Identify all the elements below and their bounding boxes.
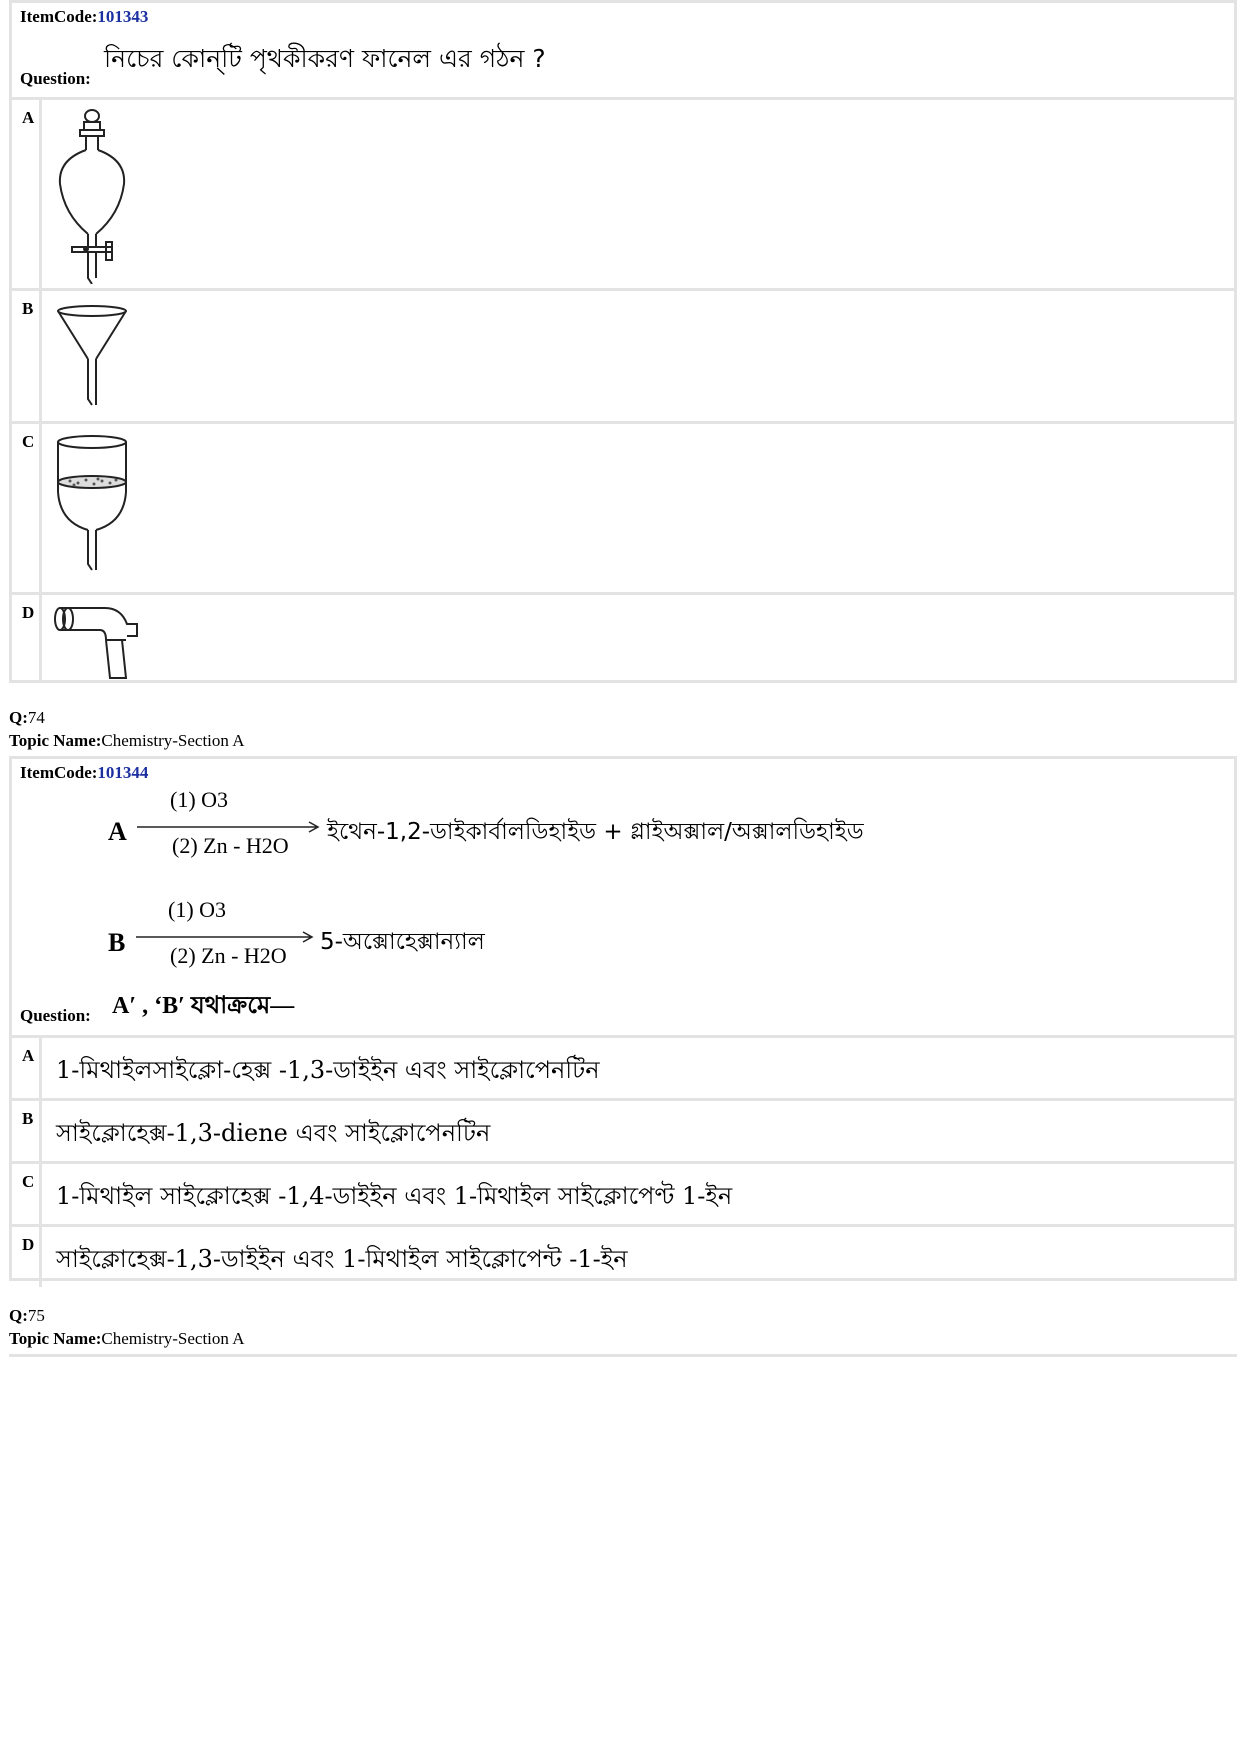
reaction-a-step1: (1) O3 (170, 787, 229, 812)
option-c[interactable] (12, 421, 1234, 592)
item-code-line (12, 3, 1234, 27)
item-code: 101344 (97, 763, 149, 782)
option-key: D (12, 595, 42, 683)
item-code: 101343 (97, 7, 149, 26)
option-text: সাইক্লোহেক্স-1,3-ডাইইন এবং 1-মিথাইল সাইক্লোপেন্ট -1-ইন (56, 1245, 628, 1273)
reaction-a-step2: (2) Zn - H2O (172, 833, 289, 858)
topic-name: Chemistry-Section A (101, 731, 245, 750)
buchner-funnel-icon (50, 432, 140, 582)
question-stem (12, 783, 1234, 1035)
question-75-meta (9, 1304, 244, 1350)
question-74-meta (9, 706, 244, 752)
option-a[interactable] (12, 97, 1234, 288)
q-number: 75 (27, 1306, 45, 1325)
divider (9, 1354, 1237, 1357)
funnel-icon (50, 301, 140, 411)
reaction-a-label: A (108, 817, 127, 846)
option-text: সাইক্লোহেক্স-1,3-diene এবং সাইক্লোপেনটিন (56, 1119, 491, 1147)
option-a[interactable] (12, 1035, 1234, 1098)
reaction-b-step1: (1) O3 (168, 897, 227, 922)
option-d[interactable] (12, 1224, 1234, 1287)
reaction-b-product: 5-অক্সোহেক্সান্যাল (320, 929, 485, 955)
item-code-label: ItemCode: (20, 7, 98, 26)
topic-label: Topic Name: (9, 1329, 102, 1348)
option-text: 1-মিথাইলসাইক্লো-হেক্স -1,3-ডাইইন এবং সাইক্লোপেনটিন (56, 1056, 600, 1084)
question-74-block (9, 756, 1237, 1281)
option-key: B (12, 291, 42, 421)
item-code-label: ItemCode: (20, 763, 98, 782)
option-b[interactable] (12, 288, 1234, 421)
adapter-icon (50, 599, 160, 684)
q-label: Q: (9, 1306, 28, 1325)
topic-name: Chemistry-Section A (101, 1329, 245, 1348)
option-b[interactable] (12, 1098, 1234, 1161)
reaction-a-arrow-icon (137, 820, 322, 834)
question-label: Question: (20, 69, 91, 88)
option-key: B (12, 1101, 42, 1161)
option-d[interactable] (12, 592, 1234, 683)
option-key: C (12, 1164, 42, 1224)
question-text: A′ , ‘B′ যথাক্রমে— (112, 993, 295, 1019)
option-figure (42, 291, 1234, 421)
q-label: Q: (9, 708, 28, 727)
option-figure (42, 595, 1234, 683)
reaction-a-product: ইথেন-1,2-ডাইকার্বালডিহাইড + গ্লাইঅক্সাল/অক্সালডিহাইড (327, 819, 864, 845)
option-key: C (12, 424, 42, 592)
option-key: D (12, 1227, 42, 1287)
option-figure (42, 424, 1234, 592)
question-73-block (9, 0, 1237, 683)
option-key: A (12, 1038, 42, 1098)
question-row (12, 27, 1234, 97)
question-label: Question: (20, 1006, 91, 1025)
option-text: 1-মিথাইল সাইক্লোহেক্স -1,4-ডাইইন এবং 1-মিথাইল সাইক্লোপেণ্ট 1-ইন (56, 1182, 733, 1210)
option-figure (42, 100, 1234, 288)
question-text: নিচের কোন্‌টি পৃথকীকরণ ফানেল এর গঠন ? (104, 44, 546, 73)
reaction-b-arrow-icon (136, 930, 316, 944)
option-key: A (12, 100, 42, 288)
item-code-line (12, 759, 1234, 783)
reaction-b-step2: (2) Zn - H2O (170, 943, 287, 968)
reaction-b-label: B (108, 928, 126, 957)
topic-label: Topic Name: (9, 731, 102, 750)
q-number: 74 (27, 708, 45, 727)
option-c[interactable] (12, 1161, 1234, 1224)
separating-funnel-icon (50, 104, 140, 284)
